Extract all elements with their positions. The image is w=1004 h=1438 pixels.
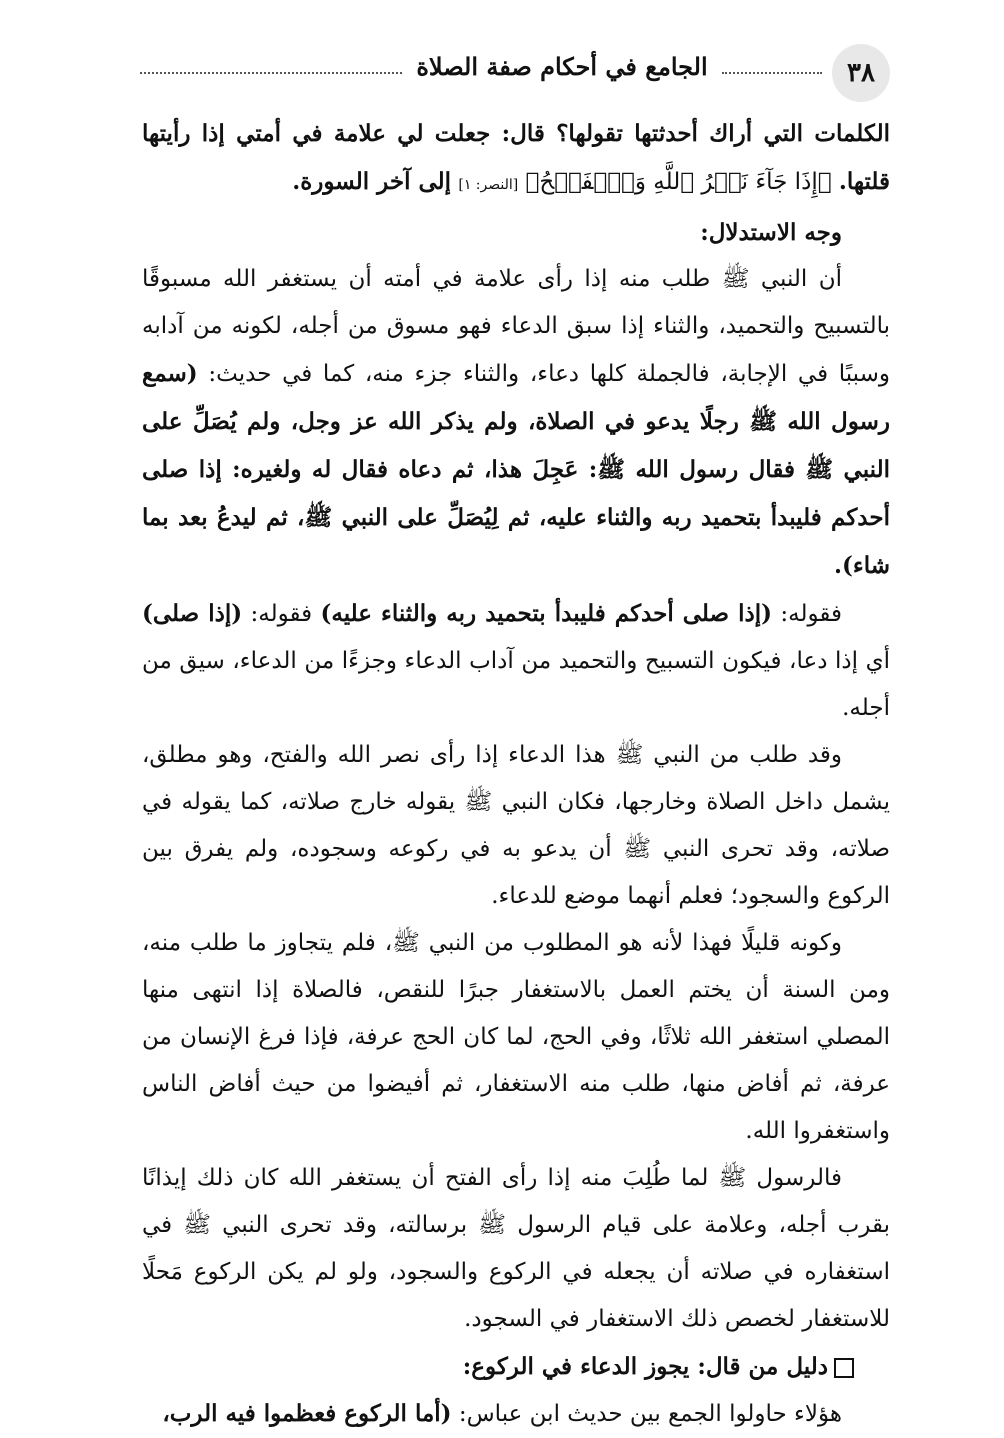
page-number: ٣٨ [832, 44, 890, 102]
p3-mid: فقوله: [242, 601, 321, 627]
paragraph-6: فالرسول ﷺ لما طُلِبَ منه إذا رأى الفتح أن يستغفر الله كان ذلك إيذانًا بقرب أجله، وعلامة على قيام الرسول ﷺ برسالته، وقد تحرى النبي ﷺ في استغفاره في صلاته أن يجعله في الركوع والسجود، ولو لم يكن الركوع مَحلًا للاستغفار لخصص ذلك الاستغفار في السجود. [142, 1165, 890, 1332]
verse-citation: [النصر: ١] [458, 177, 519, 193]
paragraph-1 [142, 110, 890, 209]
p3-quote-2: (إذا صلى) [142, 600, 243, 627]
section-heading-istidlal: وجه الاستدلال: [700, 219, 842, 246]
running-title: الجامع في أحكام صفة الصلاة [416, 52, 708, 81]
hadith-quote-bold: (سمع رسول الله ﷺ رجلًا يدعو في الصلاة، ولم يذكر الله عز وجل، ولم يُصَلِّ على النبي ﷺ فقال رسول الله ﷺ: عَجِلَ هذا، ثم دعاه فقال له ولغيره: إذا صلى أحدكم فليبدأ بتحميد ربه والثناء عليه، ثم لِيُصَلِّ على النبي ﷺ، ثم ليدعُ بعد بما شاء). [142, 360, 890, 579]
p3-quote-1: (إذا صلى أحدكم فليبدأ بتحميد ربه والثناء عليه) [320, 600, 773, 627]
subheading-ruku-dua [142, 1343, 890, 1390]
paragraph-7 [142, 1390, 890, 1438]
p7-lead: هؤلاء حاولوا الجمع بين حديث ابن عباس: [451, 1401, 842, 1427]
paragraph-3 [142, 590, 890, 732]
paragraph-4: وقد طلب من النبي ﷺ هذا الدعاء إذا رأى نصر الله والفتح، وهو مطلق، يشمل داخل الصلاة وخارجها، فكان النبي ﷺ يقوله خارج صلاته، كما يقوله في صلاته، وقد تحرى النبي ﷺ أن يدعو به في ركوعه وسجوده، ولم يفرق بين الركوع والسجود؛ فعلم أنهما موضع للدعاء. [142, 742, 890, 909]
square-bullet-icon [834, 1358, 854, 1378]
paragraph-5: وكونه قليلًا فهذا لأنه هو المطلوب من النبي ﷺ، فلم يتجاوز ما طلب منه، ومن السنة أن يختم العمل بالاستغفار جبرًا للنقص، فالصلاة إذا انتهى منها المصلي استغفر الله ثلاثًا، وفي الحج، لما كان الحج عرفة، فإذا فرغ الإنسان من عرفة، ثم أفاض منها، طلب منه الاستغفار، ثم أفيضوا من حيث أفاض الناس واستغفروا الله. [142, 930, 890, 1144]
p3-lead: فقوله: [772, 601, 843, 627]
p7-quote: (أما الركوع فعظموا فيه الرب، [162, 1400, 452, 1427]
hadith-text-bold: الكلمات التي أراك أحدثتها تقولها؟ قال: جعلت لي علامة في أمتي إذا رأيتها قلتها. [142, 120, 890, 195]
header-dotted-rule-right [722, 72, 822, 74]
body-text [142, 110, 890, 1438]
page-header [140, 44, 890, 104]
subheading-text: دليل من قال: يجوز الدعاء في الركوع: [462, 1353, 828, 1380]
header-dotted-rule-left [140, 72, 402, 74]
p3-tail: أي إذا دعا، فيكون التسبيح والتحميد من آداب الدعاء وجزءًا من الدعاء، سيق من أجله. [142, 648, 890, 721]
verse-tail-bold: إلى آخر السورة. [292, 168, 452, 195]
paragraph-2-text: أن النبي ﷺ طلب منه إذا رأى علامة في أمته أن يستغفر الله مسبوقًا بالتسبيح والتحميد، والثناء إذا سبق الدعاء فهو مسوق من أجله، لكونه من آدابه وسببًا في الإجابة، فالجملة كلها دعاء، والثناء جزء منه، كما في حديث: [142, 266, 891, 387]
paragraph-2 [142, 256, 890, 590]
quran-verse: ﴿إِذَا جَآءَ نَصۡرُ ٱللَّهِ وَٱلۡفَتۡحُ﴾ [525, 169, 832, 195]
